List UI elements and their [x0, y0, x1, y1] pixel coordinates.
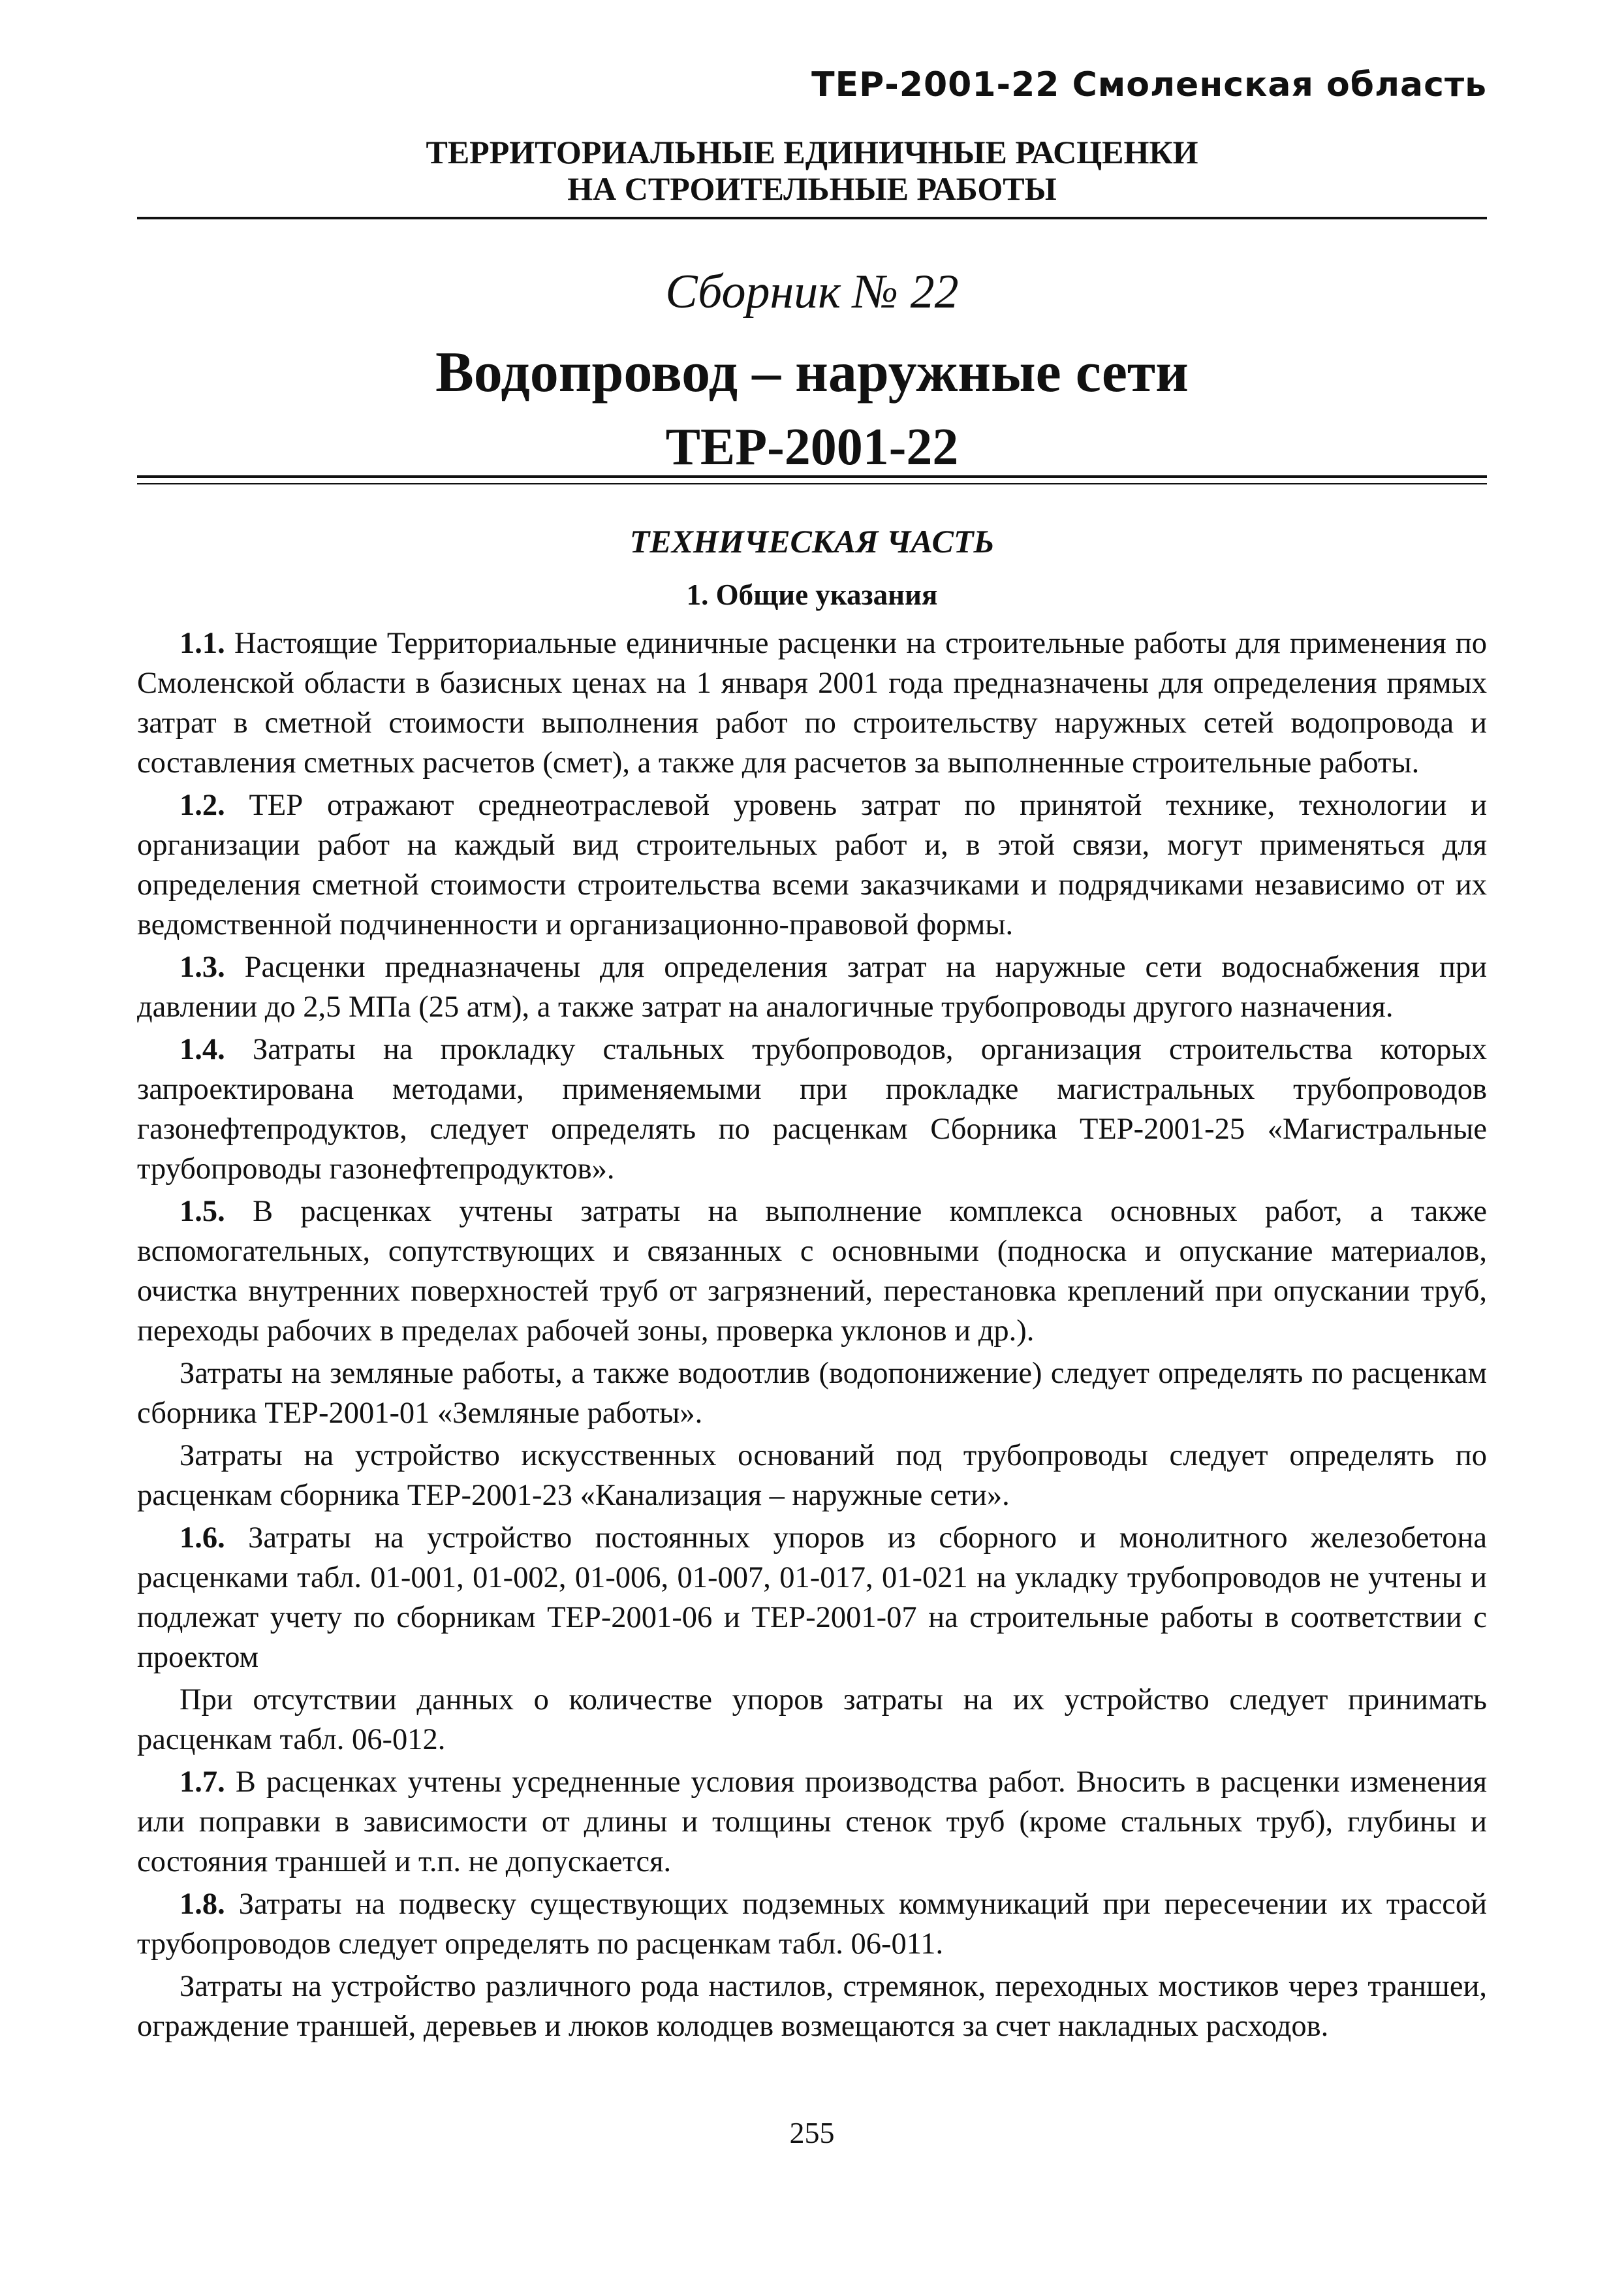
page-number: 255 — [789, 2116, 835, 2149]
paragraph-number: 1.3. — [180, 951, 225, 984]
paragraph — [137, 1436, 1487, 1515]
series-title-line2: НА СТРОИТЕЛЬНЫЕ РАБОТЫ — [567, 170, 1057, 207]
section-title: ТЕХНИЧЕСКАЯ ЧАСТЬ — [629, 523, 995, 560]
series-title — [137, 134, 1487, 207]
paragraph — [137, 947, 1487, 1027]
paragraph — [137, 1518, 1487, 1677]
paragraph-number: 1.4. — [180, 1033, 225, 1066]
body-text — [137, 624, 1487, 2049]
subsection-title: 1. Общие указания — [686, 578, 938, 611]
paragraph — [137, 1884, 1487, 1964]
collection-code: ТЕР-2001-22 — [665, 419, 959, 476]
paragraph-number: 1.5. — [180, 1195, 225, 1228]
paragraph-number: 1.7. — [180, 1765, 225, 1799]
paragraph-text: Затраты на устройство постоянных упоров из сборного и монолитного железобетона расценками табл. 01-001, 01-002, 01-006, 01-007, 01-017, 01-021 на укладку трубопроводов не учтены и подлежат учету по сборникам ТЕР-2001-06 и ТЕР-2001-07 на строительные работы в соответствии с проектом — [137, 1521, 1487, 1674]
paragraph-text: ТЕР отражают среднеотраслевой уровень затрат по принятой технике, технологии и организации работ на каждый вид строительных работ и, в этой связи, могут применяться для определения сметной стоимости строительства всеми заказчиками и подрядчиками независимо от их ведомственной подчиненности и организационно-правовой формы. — [137, 789, 1488, 941]
paragraph — [137, 1030, 1487, 1189]
title-rule-thick — [137, 475, 1487, 478]
paragraph — [137, 785, 1487, 945]
paragraph-text: Затраты на подвеску существующих подземных коммуникаций при пересечении их трассой трубопроводов следует определять по расценкам табл. 06-011. — [137, 1888, 1488, 1961]
paragraph-number: 1.2. — [180, 789, 225, 822]
paragraph-number: 1.6. — [180, 1521, 225, 1555]
paragraph — [137, 1680, 1487, 1760]
paragraph — [137, 624, 1487, 783]
series-title-line1: ТЕРРИТОРИАЛЬНЫЕ ЕДИНИЧНЫЕ РАСЦЕНКИ — [426, 134, 1198, 170]
paragraph — [137, 1967, 1487, 2046]
paragraph-text: В расценках учтены усредненные условия производства работ. Вносить в расценки изменения или поправки в зависимости от длины и толщины стенок труб (кроме стальных труб), глубины и состояния траншей и т.п. не допускается. — [137, 1765, 1488, 1878]
paragraph-text: Затраты на прокладку стальных трубопроводов, организация строительства которых запроектирована методами, применяемыми при прокладке магистральных трубопроводов газонефтепродуктов, следует определять по расценкам Сборника ТЕР-2001-25 «Магистральные трубопроводы газонефтепродуктов». — [137, 1033, 1488, 1186]
paragraph-text: Расценки предназначены для определения затрат на наружные сети водоснабжения при давлении до 2,5 МПа (25 атм), а также затрат на аналогичные трубопроводы другого назначения. — [137, 951, 1487, 1024]
collection-name: Водопровод – наружные сети — [435, 341, 1189, 404]
collection-number: Сборник № 22 — [665, 265, 959, 319]
paragraph-text: При отсутствии данных о количестве упоров затраты на их устройство следует принимать расценкам табл. 06-012. — [137, 1683, 1487, 1756]
paragraph — [137, 1353, 1487, 1433]
paragraph-text: Настоящие Территориальные единичные расценки на строительные работы для применения по Смоленской области в базисных ценах на 1 января 2001 года предназначены для определения прямых затрат в сметной стоимости выполнения работ по строительству наружных сетей водопровода и составления сметных расчетов (смет), а также для расчетов за выполненные строительные работы. — [137, 627, 1488, 780]
paragraph-text: Затраты на устройство различного рода настилов, стремянок, переходных мостиков через траншеи, ограждение траншей, деревьев и люков колодцев возмещаются за счет накладных расходов. — [137, 1970, 1487, 2043]
paragraph — [137, 1762, 1487, 1882]
paragraph-text: В расценках учтены затраты на выполнение комплекса основных работ, а также вспомогательных, сопутствующих и связанных с основными (подноска и опускание материалов, очистка внутренних поверхностей труб от загрязнений, перестановка креплений при опускании труб, переходы рабочих в пределах рабочей зоны, проверка уклонов и др.). — [137, 1195, 1487, 1348]
header-rule — [137, 217, 1487, 219]
paragraph-number: 1.1. — [180, 627, 225, 660]
paragraph — [137, 1192, 1487, 1351]
running-head: ТЕР-2001-22 Смоленская область — [811, 65, 1487, 104]
paragraph-text: Затраты на земляные работы, а также водоотлив (водопонижение) следует определять по расценкам сборника ТЕР-2001-01 «Земляные работы». — [137, 1357, 1487, 1430]
paragraph-text: Затраты на устройство искусственных оснований под трубопроводы следует определять по расценкам сборника ТЕР-2001-23 «Канализация – наружные сети». — [137, 1439, 1487, 1512]
title-rule-thin — [137, 483, 1487, 484]
paragraph-number: 1.8. — [180, 1888, 225, 1921]
